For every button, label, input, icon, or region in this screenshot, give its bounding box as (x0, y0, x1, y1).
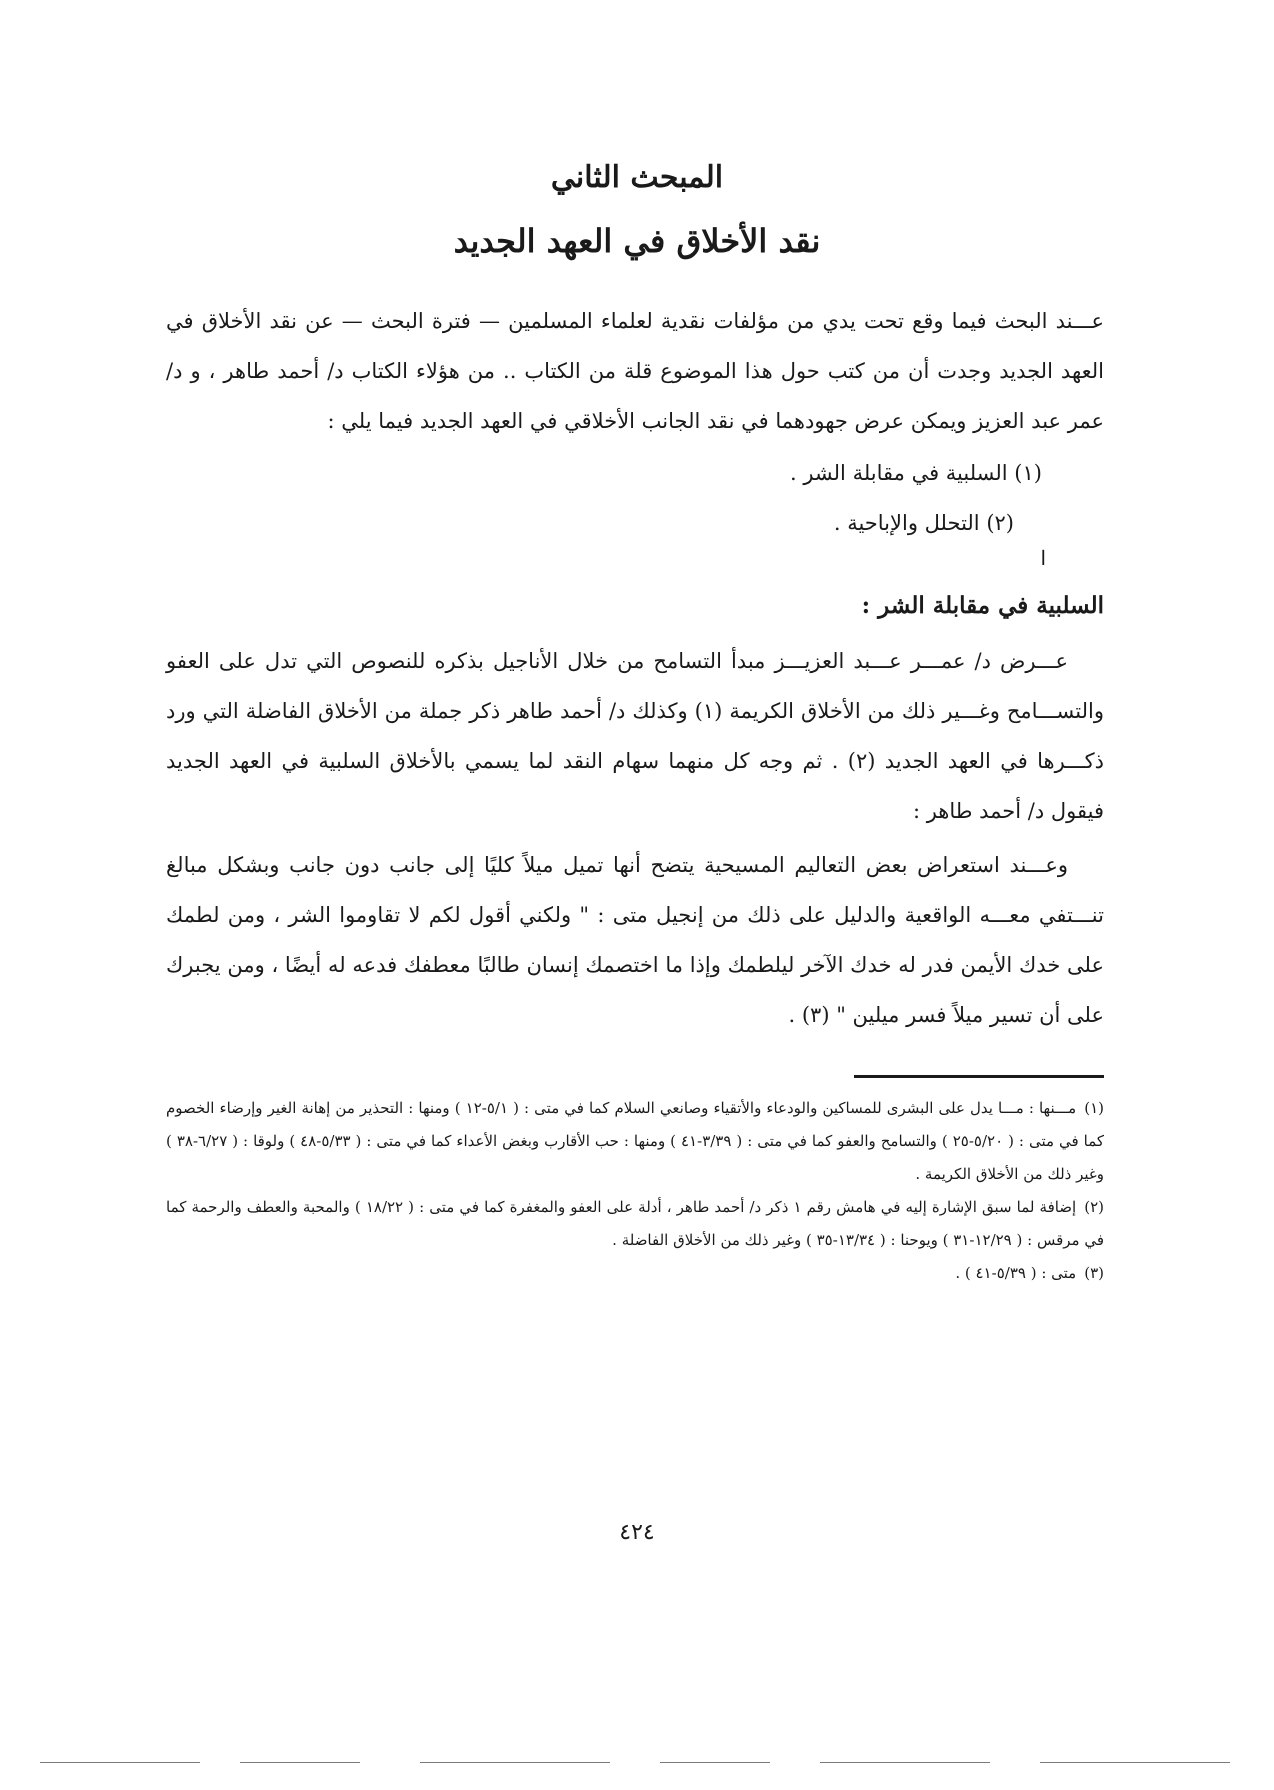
footnote (166, 1257, 1104, 1290)
footnote-number: (٣) (1084, 1264, 1104, 1282)
scan-edge-line (420, 1762, 610, 1763)
footnote-separator (854, 1075, 1104, 1078)
footnote-number: (١) (1084, 1099, 1105, 1117)
scan-edge-line (240, 1762, 360, 1763)
scan-edge-line (40, 1762, 200, 1763)
scan-edge-line (660, 1762, 770, 1763)
footnote-number: (٢) (1084, 1198, 1104, 1216)
footnote (166, 1092, 1104, 1191)
footnote (166, 1191, 1104, 1257)
scan-edge-line (820, 1762, 990, 1763)
intro-paragraph: عـــند البحث فيما وقع تحت يدي من مؤلفات نقدية لعلماء المسلمين — فترة البحث — عن نقد الأخلاق في العهد الجديد وجدت أن من كتب حول هذا الموضوع قلة من الكتاب .. من هؤلاء الكتاب د/ أحمد طاهر ، و د/ عمر عبد العزيز ويمكن عرض جهودهما في نقد الجانب الأخلاقي في العهد الجديد فيما يلي : (166, 309, 1104, 433)
subheading: السلبية في مقابلة الشر : (861, 592, 1104, 619)
footnote-text: إضافة لما سبق الإشارة إليه في هامش رقم ١ ذكر د/ أحمد طاهر ، أدلة على العفو والمغفرة كما في متى : ( ١٨/٢٢ ) والمحبة والعطف والرحمة كما في مرقس : ( ١٢/٢٩-٣١ ) ويوحنا : ( ١٣/٣٤-٣٥ ) وغير ذلك من الأخلاق الفاضلة . (166, 1198, 1104, 1249)
section-label: المبحث الثاني (550, 160, 724, 195)
list-item: (١) السلبية في مقابلة الشر . (789, 461, 1042, 485)
list-item: (٢) التحلل والإباحية . (833, 511, 1014, 535)
stray-mark: ا (1040, 546, 1046, 570)
body-paragraph-1: عـــرض د/ عمـــر عـــبد العزيـــز مبدأ التسامح من خلال الأناجيل بذكره للنصوص التي تدل على العفو والتســـامح وغـــير ذلك من الأخلاق الكريمة (١) وكذلك د/ أحمد طاهر ذكر جملة من الأخلاق الفاضلة التي ورد ذكـــرها في العهد الجديد (٢) . ثم وجه كل منهما سهام النقد لما يسمي بالأخلاق السلبية في العهد الجديد فيقول د/ أحمد طاهر : (166, 649, 1104, 823)
body-paragraph-2: وعـــند استعراض بعض التعاليم المسيحية يتضح أنها تميل ميلاً كليًا إلى جانب دون جانب وبشكل مبالغ تنـــتفي معـــه الواقعية والدليل على ذلك من إنجيل متى : " ولكني أقول لكم لا تقاوموا الشر ، ومن لطمك على خدك الأيمن فدر له خدك الآخر ليلطمك وإذا ما اختصمك إنسان طالبًا معطفك فدعه له أيضًا ، ومن يجبرك على أن تسير ميلاً فسر ميلين " (٣) . (166, 853, 1104, 1027)
footnote-text: مـــنها : مـــا يدل على البشرى للمساكين والودعاء والأتقياء وصانعي السلام كما في متى : ( ٥/١-١٢ ) ومنها : التحذير من إهانة الغير وإرضاء الخصوم كما في متى : ( ٥/٢٠-٢٥ ) والتسامح والعفو كما في متى : ( ٣/٣٩-٤١ ) ومنها : حب الأقارب وبغض الأعداء كما في متى : ( ٥/٣٣-٤٨ ) ولوقا : ( ٦/٢٧-٣٨ ) وغير ذلك من الأخلاق الكريمة . (166, 1099, 1105, 1183)
footnotes (166, 1092, 1104, 1290)
topic-list (790, 448, 1042, 548)
footnote-text: متى : ( ٥/٣٩-٤١ ) . (955, 1264, 1077, 1282)
section-title: نقد الأخلاق في العهد الجديد (453, 222, 821, 260)
page-number: ٤٢٤ (619, 1520, 655, 1545)
scan-edge-line (1040, 1762, 1230, 1763)
